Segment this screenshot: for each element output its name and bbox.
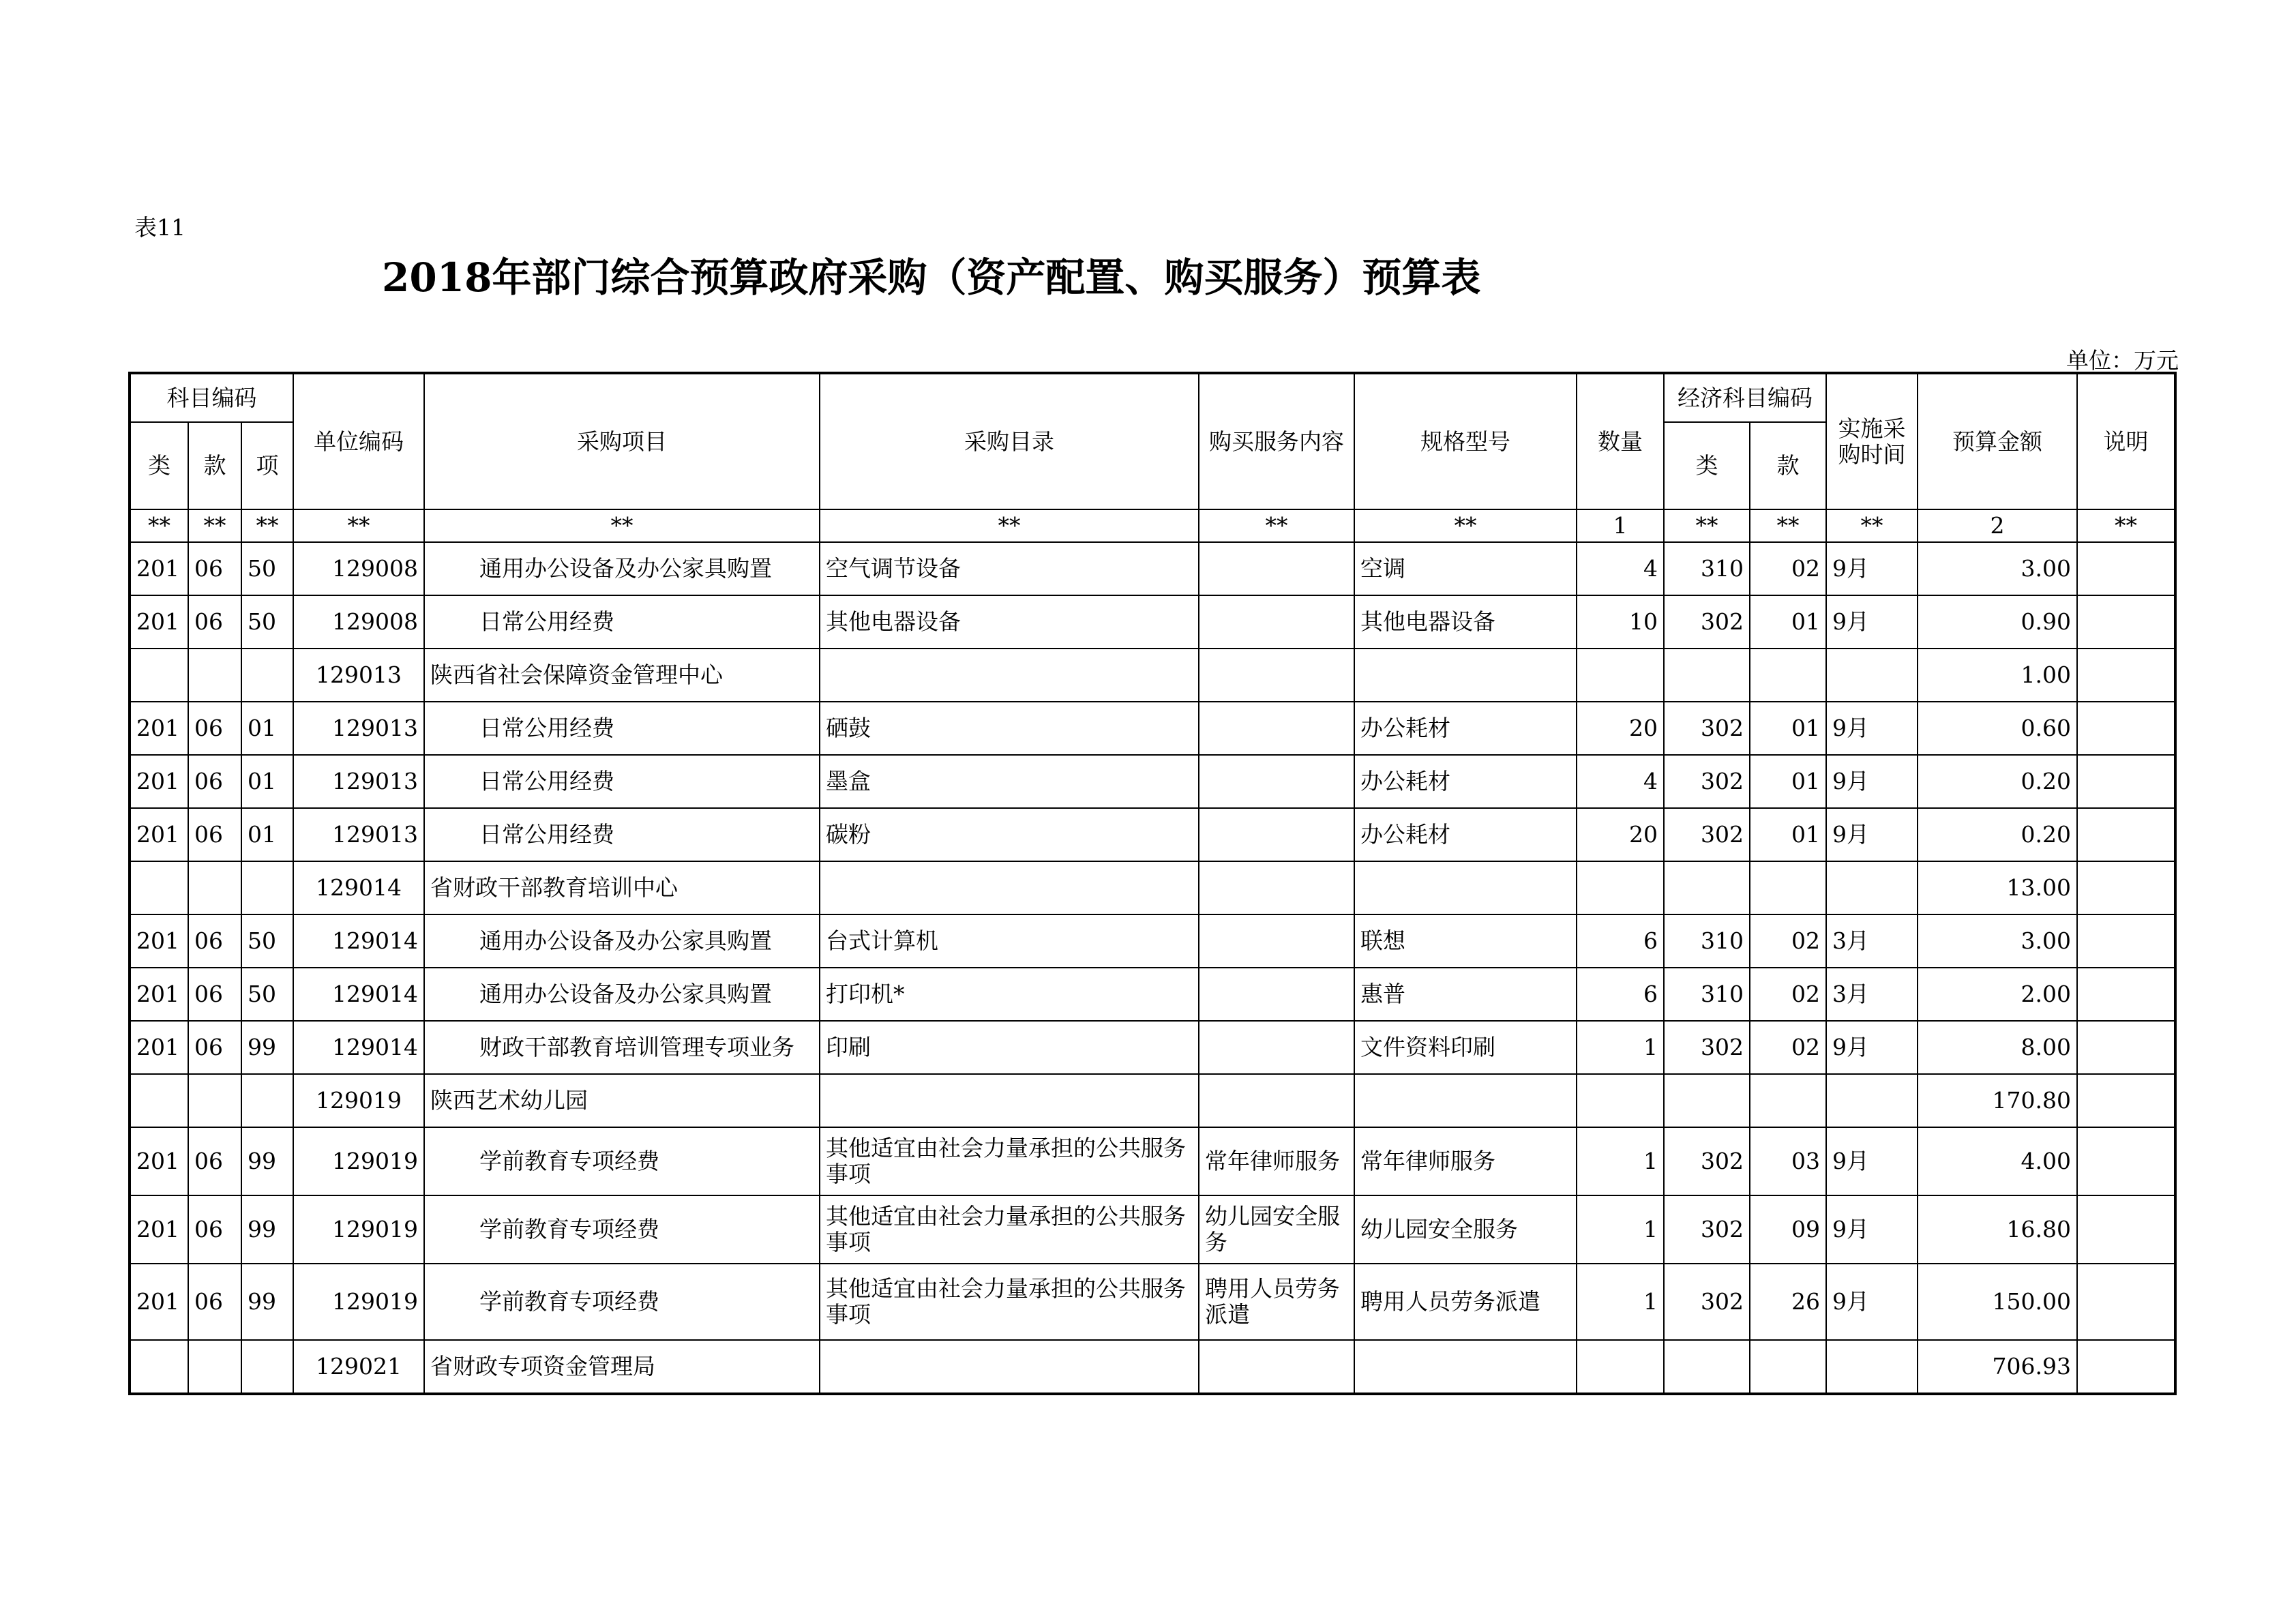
- cell-lei: 201: [130, 1195, 188, 1264]
- cell-time: 9月: [1826, 755, 1918, 808]
- cell-econ-lei: 302: [1664, 808, 1750, 861]
- cell-xiang: 99: [241, 1195, 293, 1264]
- cell-spec: 办公耗材: [1354, 755, 1577, 808]
- cell-amount: 2.00: [1918, 968, 2077, 1021]
- header-service: 购买服务内容: [1199, 373, 1354, 509]
- cell-time: 9月: [1826, 1127, 1918, 1195]
- marker-cell: **: [1750, 509, 1826, 542]
- cell-service: [1199, 702, 1354, 755]
- page-title: 2018年部门综合预算政府采购（资产配置、购买服务）预算表: [382, 254, 1481, 301]
- cell-project: 省财政专项资金管理局: [424, 1340, 820, 1394]
- cell-amount: 0.20: [1918, 808, 2077, 861]
- cell-project: 省财政干部教育培训中心: [424, 861, 820, 914]
- cell-note: [2077, 1340, 2175, 1394]
- cell-time: 3月: [1826, 914, 1918, 968]
- marker-cell: **: [1354, 509, 1577, 542]
- cell-spec: 文件资料印刷: [1354, 1021, 1577, 1074]
- cell-kuan: [188, 861, 241, 914]
- cell-lei: [130, 861, 188, 914]
- cell-service: [1199, 542, 1354, 595]
- cell-time: 9月: [1826, 1021, 1918, 1074]
- header-econ-kuan: 款: [1750, 422, 1826, 509]
- cell-econ-lei: 310: [1664, 968, 1750, 1021]
- cell-catalog: 空气调节设备: [820, 542, 1199, 595]
- cell-spec: [1354, 649, 1577, 702]
- cell-econ-lei: 302: [1664, 1264, 1750, 1340]
- cell-note: [2077, 542, 2175, 595]
- cell-time: 9月: [1826, 1195, 1918, 1264]
- cell-amount: 170.80: [1918, 1074, 2077, 1127]
- cell-spec: 惠普: [1354, 968, 1577, 1021]
- cell-econ-kuan: 02: [1750, 1021, 1826, 1074]
- cell-xiang: 99: [241, 1021, 293, 1074]
- cell-amount: 4.00: [1918, 1127, 2077, 1195]
- cell-catalog: 其他适宜由社会力量承担的公共服务事项: [820, 1264, 1199, 1340]
- cell-econ-lei: 302: [1664, 1127, 1750, 1195]
- cell-note: [2077, 1127, 2175, 1195]
- cell-kuan: 06: [188, 1264, 241, 1340]
- cell-catalog: 硒鼓: [820, 702, 1199, 755]
- cell-lei: [130, 1074, 188, 1127]
- cell-note: [2077, 595, 2175, 649]
- cell-kuan: [188, 649, 241, 702]
- header-amount: 预算金额: [1918, 373, 2077, 509]
- cell-unit-code: 129021: [293, 1340, 424, 1394]
- cell-xiang: 50: [241, 542, 293, 595]
- cell-unit-code: 129013: [293, 808, 424, 861]
- cell-service: [1199, 1340, 1354, 1394]
- table-row: [130, 755, 2175, 808]
- table-row: [130, 1195, 2175, 1264]
- marker-cell: **: [2077, 509, 2175, 542]
- cell-econ-kuan: 02: [1750, 968, 1826, 1021]
- marker-cell: **: [1826, 509, 1918, 542]
- cell-unit-code: 129014: [293, 914, 424, 968]
- cell-econ-lei: 310: [1664, 542, 1750, 595]
- unit-summary-row: [130, 649, 2175, 702]
- cell-qty: 1: [1577, 1264, 1664, 1340]
- table-row: [130, 702, 2175, 755]
- cell-qty: [1577, 649, 1664, 702]
- cell-kuan: 06: [188, 914, 241, 968]
- cell-service: [1199, 1074, 1354, 1127]
- cell-spec: 常年律师服务: [1354, 1127, 1577, 1195]
- cell-service: 幼儿园安全服务: [1199, 1195, 1354, 1264]
- cell-project: 日常公用经费: [424, 808, 820, 861]
- marker-cell: **: [424, 509, 820, 542]
- unit-summary-row: [130, 1074, 2175, 1127]
- table-row: [130, 595, 2175, 649]
- cell-service: 聘用人员劳务派遣: [1199, 1264, 1354, 1340]
- cell-unit-code: 129019: [293, 1264, 424, 1340]
- cell-spec: 办公耗材: [1354, 808, 1577, 861]
- cell-service: [1199, 808, 1354, 861]
- cell-unit-code: 129014: [293, 861, 424, 914]
- cell-catalog: 墨盒: [820, 755, 1199, 808]
- cell-service: 常年律师服务: [1199, 1127, 1354, 1195]
- cell-spec: 聘用人员劳务派遣: [1354, 1264, 1577, 1340]
- header-spec: 规格型号: [1354, 373, 1577, 509]
- marker-cell: 1: [1577, 509, 1664, 542]
- cell-qty: 4: [1577, 542, 1664, 595]
- cell-catalog: 其他适宜由社会力量承担的公共服务事项: [820, 1127, 1199, 1195]
- cell-spec: 空调: [1354, 542, 1577, 595]
- cell-note: [2077, 968, 2175, 1021]
- cell-catalog: [820, 649, 1199, 702]
- cell-project: 日常公用经费: [424, 595, 820, 649]
- cell-xiang: 50: [241, 914, 293, 968]
- marker-cell: 2: [1918, 509, 2077, 542]
- cell-qty: [1577, 861, 1664, 914]
- cell-spec: 联想: [1354, 914, 1577, 968]
- cell-xiang: 50: [241, 595, 293, 649]
- cell-kuan: 06: [188, 755, 241, 808]
- cell-econ-lei: [1664, 1074, 1750, 1127]
- cell-xiang: 01: [241, 755, 293, 808]
- cell-econ-kuan: [1750, 1074, 1826, 1127]
- cell-project: 陕西省社会保障资金管理中心: [424, 649, 820, 702]
- cell-catalog: 其他适宜由社会力量承担的公共服务事项: [820, 1195, 1199, 1264]
- cell-xiang: 50: [241, 968, 293, 1021]
- cell-catalog: 印刷: [820, 1021, 1199, 1074]
- cell-time: 9月: [1826, 595, 1918, 649]
- cell-note: [2077, 914, 2175, 968]
- cell-econ-lei: 302: [1664, 1021, 1750, 1074]
- cell-kuan: 06: [188, 1195, 241, 1264]
- cell-time: 3月: [1826, 968, 1918, 1021]
- cell-xiang: [241, 649, 293, 702]
- cell-econ-lei: 302: [1664, 1195, 1750, 1264]
- cell-kuan: [188, 1074, 241, 1127]
- cell-note: [2077, 1074, 2175, 1127]
- header-kuan: 款: [188, 422, 241, 509]
- cell-econ-kuan: 02: [1750, 542, 1826, 595]
- cell-econ-lei: [1664, 1340, 1750, 1394]
- cell-kuan: 06: [188, 808, 241, 861]
- cell-time: [1826, 861, 1918, 914]
- cell-kuan: 06: [188, 595, 241, 649]
- cell-project: 学前教育专项经费: [424, 1127, 820, 1195]
- cell-lei: 201: [130, 595, 188, 649]
- cell-note: [2077, 649, 2175, 702]
- header-lei: 类: [130, 422, 188, 509]
- cell-unit-code: 129008: [293, 595, 424, 649]
- cell-econ-lei: [1664, 649, 1750, 702]
- cell-econ-kuan: 01: [1750, 808, 1826, 861]
- cell-lei: 201: [130, 808, 188, 861]
- cell-unit-code: 129019: [293, 1195, 424, 1264]
- cell-project: 日常公用经费: [424, 702, 820, 755]
- cell-xiang: [241, 1340, 293, 1394]
- cell-qty: [1577, 1340, 1664, 1394]
- cell-qty: 10: [1577, 595, 1664, 649]
- table-row: [130, 542, 2175, 595]
- cell-spec: [1354, 861, 1577, 914]
- cell-econ-kuan: 02: [1750, 914, 1826, 968]
- cell-time: [1826, 649, 1918, 702]
- marker-cell: **: [188, 509, 241, 542]
- cell-amount: 16.80: [1918, 1195, 2077, 1264]
- cell-lei: [130, 649, 188, 702]
- cell-unit-code: 129013: [293, 702, 424, 755]
- cell-project: 学前教育专项经费: [424, 1264, 820, 1340]
- marker-cell: **: [1199, 509, 1354, 542]
- cell-unit-code: 129008: [293, 542, 424, 595]
- cell-note: [2077, 702, 2175, 755]
- cell-spec: [1354, 1074, 1577, 1127]
- cell-catalog: 其他电器设备: [820, 595, 1199, 649]
- cell-time: [1826, 1074, 1918, 1127]
- cell-project: 财政干部教育培训管理专项业务: [424, 1021, 820, 1074]
- table-row: [130, 1021, 2175, 1074]
- cell-lei: 201: [130, 755, 188, 808]
- cell-econ-lei: 302: [1664, 595, 1750, 649]
- cell-amount: 8.00: [1918, 1021, 2077, 1074]
- cell-econ-lei: 302: [1664, 702, 1750, 755]
- marker-row: [130, 509, 2175, 542]
- cell-amount: 13.00: [1918, 861, 2077, 914]
- marker-cell: **: [130, 509, 188, 542]
- table-label: 表11: [134, 214, 185, 241]
- cell-econ-kuan: 01: [1750, 702, 1826, 755]
- cell-catalog: [820, 861, 1199, 914]
- cell-service: [1199, 861, 1354, 914]
- cell-lei: 201: [130, 1021, 188, 1074]
- cell-qty: 20: [1577, 808, 1664, 861]
- cell-lei: 201: [130, 1127, 188, 1195]
- cell-amount: 3.00: [1918, 914, 2077, 968]
- cell-note: [2077, 755, 2175, 808]
- cell-kuan: 06: [188, 542, 241, 595]
- table-row: [130, 1264, 2175, 1340]
- cell-econ-kuan: [1750, 861, 1826, 914]
- cell-econ-kuan: 03: [1750, 1127, 1826, 1195]
- cell-note: [2077, 1264, 2175, 1340]
- cell-unit-code: 129013: [293, 755, 424, 808]
- cell-xiang: 99: [241, 1127, 293, 1195]
- cell-kuan: 06: [188, 1021, 241, 1074]
- cell-service: [1199, 968, 1354, 1021]
- cell-xiang: 99: [241, 1264, 293, 1340]
- cell-amount: 1.00: [1918, 649, 2077, 702]
- cell-unit-code: 129013: [293, 649, 424, 702]
- cell-time: [1826, 1340, 1918, 1394]
- cell-catalog: 碳粉: [820, 808, 1199, 861]
- cell-project: 通用办公设备及办公家具购置: [424, 542, 820, 595]
- header-note: 说明: [2077, 373, 2175, 509]
- cell-unit-code: 129019: [293, 1074, 424, 1127]
- cell-project: 学前教育专项经费: [424, 1195, 820, 1264]
- table-row: [130, 968, 2175, 1021]
- cell-service: [1199, 914, 1354, 968]
- cell-econ-kuan: 01: [1750, 755, 1826, 808]
- cell-catalog: [820, 1074, 1199, 1127]
- cell-service: [1199, 595, 1354, 649]
- cell-unit-code: 129014: [293, 968, 424, 1021]
- cell-econ-kuan: 09: [1750, 1195, 1826, 1264]
- cell-kuan: [188, 1340, 241, 1394]
- cell-qty: 20: [1577, 702, 1664, 755]
- cell-note: [2077, 808, 2175, 861]
- marker-cell: **: [1664, 509, 1750, 542]
- cell-time: 9月: [1826, 1264, 1918, 1340]
- cell-lei: 201: [130, 1264, 188, 1340]
- cell-qty: 1: [1577, 1195, 1664, 1264]
- cell-xiang: 01: [241, 808, 293, 861]
- budget-table: [128, 372, 2177, 1395]
- cell-time: 9月: [1826, 542, 1918, 595]
- cell-kuan: 06: [188, 1127, 241, 1195]
- cell-note: [2077, 1021, 2175, 1074]
- cell-project: 日常公用经费: [424, 755, 820, 808]
- header-econ-lei: 类: [1664, 422, 1750, 509]
- cell-econ-lei: [1664, 861, 1750, 914]
- cell-spec: [1354, 1340, 1577, 1394]
- marker-cell: **: [241, 509, 293, 542]
- cell-econ-kuan: [1750, 649, 1826, 702]
- table-row: [130, 808, 2175, 861]
- cell-lei: [130, 1340, 188, 1394]
- table-body: [130, 509, 2175, 1394]
- cell-spec: 办公耗材: [1354, 702, 1577, 755]
- cell-kuan: 06: [188, 702, 241, 755]
- cell-time: 9月: [1826, 702, 1918, 755]
- header-catalog: 采购目录: [820, 373, 1199, 509]
- cell-lei: 201: [130, 702, 188, 755]
- cell-unit-code: 129014: [293, 1021, 424, 1074]
- cell-econ-kuan: 26: [1750, 1264, 1826, 1340]
- cell-catalog: [820, 1340, 1199, 1394]
- cell-qty: 6: [1577, 968, 1664, 1021]
- cell-lei: 201: [130, 968, 188, 1021]
- cell-econ-kuan: [1750, 1340, 1826, 1394]
- cell-lei: 201: [130, 914, 188, 968]
- unit-summary-row: [130, 861, 2175, 914]
- marker-cell: **: [293, 509, 424, 542]
- cell-qty: 6: [1577, 914, 1664, 968]
- cell-qty: 1: [1577, 1127, 1664, 1195]
- cell-xiang: [241, 1074, 293, 1127]
- header-econ-code: 经济科目编码: [1664, 373, 1826, 422]
- cell-catalog: 台式计算机: [820, 914, 1199, 968]
- marker-cell: **: [820, 509, 1199, 542]
- unit-summary-row: [130, 1340, 2175, 1394]
- cell-amount: 0.20: [1918, 755, 2077, 808]
- cell-amount: 3.00: [1918, 542, 2077, 595]
- cell-catalog: 打印机*: [820, 968, 1199, 1021]
- cell-service: [1199, 649, 1354, 702]
- header-unit-code: 单位编码: [293, 373, 424, 509]
- cell-xiang: 01: [241, 702, 293, 755]
- cell-spec: 幼儿园安全服务: [1354, 1195, 1577, 1264]
- table-row: [130, 914, 2175, 968]
- cell-amount: 0.60: [1918, 702, 2077, 755]
- cell-econ-lei: 310: [1664, 914, 1750, 968]
- cell-lei: 201: [130, 542, 188, 595]
- cell-note: [2077, 861, 2175, 914]
- cell-xiang: [241, 861, 293, 914]
- header-time: 实施采购时间: [1826, 373, 1918, 509]
- cell-spec: 其他电器设备: [1354, 595, 1577, 649]
- cell-service: [1199, 1021, 1354, 1074]
- unit-label: 单位：万元: [2066, 347, 2179, 374]
- cell-econ-kuan: 01: [1750, 595, 1826, 649]
- cell-project: 通用办公设备及办公家具购置: [424, 914, 820, 968]
- header-qty: 数量: [1577, 373, 1664, 509]
- header-project: 采购项目: [424, 373, 820, 509]
- cell-amount: 706.93: [1918, 1340, 2077, 1394]
- cell-econ-lei: 302: [1664, 755, 1750, 808]
- cell-qty: 1: [1577, 1021, 1664, 1074]
- table-row: [130, 1127, 2175, 1195]
- cell-service: [1199, 755, 1354, 808]
- cell-kuan: 06: [188, 968, 241, 1021]
- cell-project: 陕西艺术幼儿园: [424, 1074, 820, 1127]
- cell-unit-code: 129019: [293, 1127, 424, 1195]
- cell-time: 9月: [1826, 808, 1918, 861]
- cell-amount: 150.00: [1918, 1264, 2077, 1340]
- header-subject-code: 科目编码: [130, 373, 293, 422]
- header-xiang: 项: [241, 422, 293, 509]
- cell-qty: 4: [1577, 755, 1664, 808]
- cell-project: 通用办公设备及办公家具购置: [424, 968, 820, 1021]
- cell-amount: 0.90: [1918, 595, 2077, 649]
- cell-qty: [1577, 1074, 1664, 1127]
- cell-note: [2077, 1195, 2175, 1264]
